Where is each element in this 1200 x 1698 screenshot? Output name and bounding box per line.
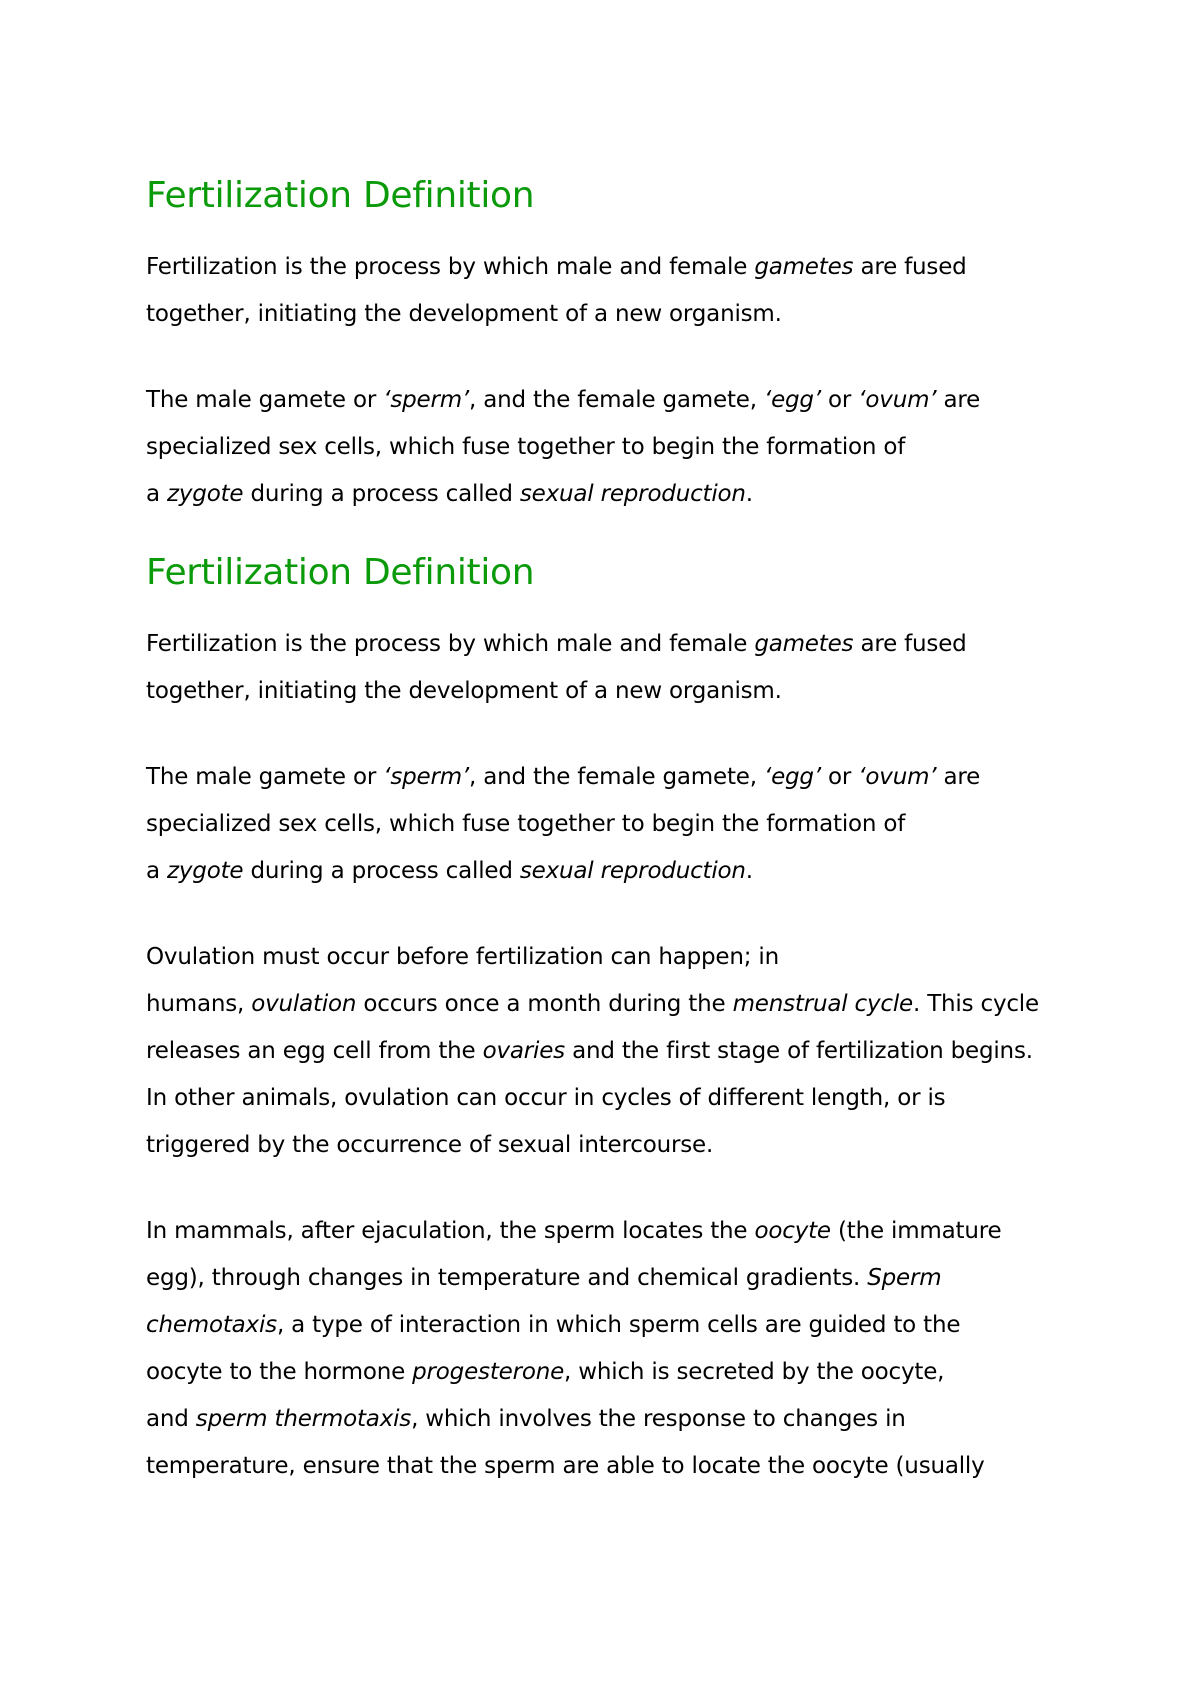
text-line: [146, 801, 1086, 848]
text-run: , a type of interaction in which sperm cells are guided to the: [276, 1312, 961, 1338]
text-run: Fertilization is the process by which male and female: [146, 631, 755, 657]
body-paragraph: [146, 244, 1086, 338]
text-line: [146, 848, 1086, 895]
italic-term: ‘sperm’: [383, 387, 470, 413]
italic-term: Sperm: [867, 1265, 942, 1291]
text-line: [146, 1302, 1086, 1349]
heading-spacer: [146, 224, 1086, 244]
italic-term: oocyte: [754, 1218, 831, 1244]
paragraph-spacer: [146, 338, 1086, 377]
italic-term: sexual reproduction: [519, 481, 746, 507]
text-run: are fused: [853, 631, 967, 657]
text-run: during a process called: [243, 481, 520, 507]
text-run: .: [745, 858, 753, 884]
body-paragraph: [146, 934, 1086, 1169]
text-run: are: [936, 764, 981, 790]
italic-term: zygote: [167, 858, 244, 884]
text-line: [146, 1349, 1086, 1396]
text-line: [146, 471, 1086, 518]
text-line: [146, 244, 1086, 291]
text-line: [146, 754, 1086, 801]
body-paragraph: [146, 621, 1086, 715]
text-run: (the immature: [830, 1218, 1002, 1244]
text-line: [146, 1255, 1086, 1302]
text-line: [146, 1075, 1086, 1122]
italic-term: zygote: [167, 481, 244, 507]
text-run: or: [820, 387, 859, 413]
italic-term: sperm thermotaxis: [195, 1406, 412, 1432]
section-heading: Fertilization Definition: [146, 175, 535, 216]
text-run: a: [146, 858, 168, 884]
text-run: , which involves the response to changes in: [411, 1406, 906, 1432]
text-line: [146, 1208, 1086, 1255]
section-heading: Fertilization Definition: [146, 552, 535, 593]
text-line: [146, 934, 1086, 981]
italic-term: ‘sperm’: [383, 764, 470, 790]
italic-term: ‘egg’: [763, 387, 821, 413]
text-line: [146, 1028, 1086, 1075]
italic-term: chemotaxis: [146, 1312, 277, 1338]
text-run: egg), through changes in temperature and chemical gradients.: [146, 1265, 868, 1291]
paragraph-spacer: [146, 715, 1086, 754]
text-run: , which is secreted by the oocyte,: [564, 1359, 945, 1385]
italic-term: ovaries: [482, 1038, 565, 1064]
italic-term: ‘egg’: [763, 764, 821, 790]
text-run: In other animals, ovulation can occur in cycles of different length, or is: [146, 1085, 946, 1111]
text-run: humans,: [146, 991, 252, 1017]
text-run: , and the female gamete,: [469, 764, 764, 790]
text-line: [146, 668, 1086, 715]
text-line: [146, 291, 1086, 338]
text-run: together, initiating the development of a new organism.: [146, 678, 782, 704]
text-run: .: [745, 481, 753, 507]
text-run: Ovulation must occur before fertilization can happen; in: [146, 944, 779, 970]
text-run: releases an egg cell from the: [146, 1038, 483, 1064]
text-run: during a process called: [243, 858, 520, 884]
text-run: temperature, ensure that the sperm are able to locate the oocyte (usually: [146, 1453, 985, 1479]
italic-term: ovulation: [251, 991, 357, 1017]
text-run: . This cycle: [912, 991, 1039, 1017]
italic-term: ‘ovum’: [858, 387, 937, 413]
paragraph-spacer: [146, 1169, 1086, 1208]
section-spacer: [146, 518, 1086, 545]
text-run: are: [936, 387, 981, 413]
italic-term: progesterone: [412, 1359, 565, 1385]
text-line: [146, 424, 1086, 471]
paragraph-spacer: [146, 895, 1086, 934]
text-run: In mammals, after ejaculation, the sperm locates the: [146, 1218, 755, 1244]
text-run: Fertilization is the process by which male and female: [146, 254, 755, 280]
body-paragraph: [146, 377, 1086, 518]
text-run: oocyte to the hormone: [146, 1359, 413, 1385]
text-line: [146, 1122, 1086, 1169]
text-run: specialized sex cells, which fuse together to begin the formation of: [146, 811, 906, 837]
heading-spacer: [146, 601, 1086, 621]
text-run: The male gamete or: [146, 387, 384, 413]
italic-term: menstrual cycle: [732, 991, 913, 1017]
italic-term: gametes: [754, 254, 854, 280]
text-line: [146, 621, 1086, 668]
italic-term: sexual reproduction: [519, 858, 746, 884]
text-run: or: [820, 764, 859, 790]
text-line: [146, 1443, 1086, 1490]
text-run: occurs once a month during the: [356, 991, 733, 1017]
text-run: a: [146, 481, 168, 507]
text-run: triggered by the occurrence of sexual intercourse.: [146, 1132, 714, 1158]
text-run: The male gamete or: [146, 764, 384, 790]
italic-term: ‘ovum’: [858, 764, 937, 790]
text-line: [146, 377, 1086, 424]
italic-term: gametes: [754, 631, 854, 657]
text-line: [146, 981, 1086, 1028]
document-body: [146, 168, 1086, 1490]
body-paragraph: [146, 754, 1086, 895]
text-run: specialized sex cells, which fuse together to begin the formation of: [146, 434, 906, 460]
text-run: , and the female gamete,: [469, 387, 764, 413]
body-paragraph: [146, 1208, 1086, 1490]
text-line: [146, 1396, 1086, 1443]
text-run: together, initiating the development of a new organism.: [146, 301, 782, 327]
text-run: are fused: [853, 254, 967, 280]
text-run: and: [146, 1406, 196, 1432]
text-run: and the first stage of fertilization begins.: [564, 1038, 1033, 1064]
